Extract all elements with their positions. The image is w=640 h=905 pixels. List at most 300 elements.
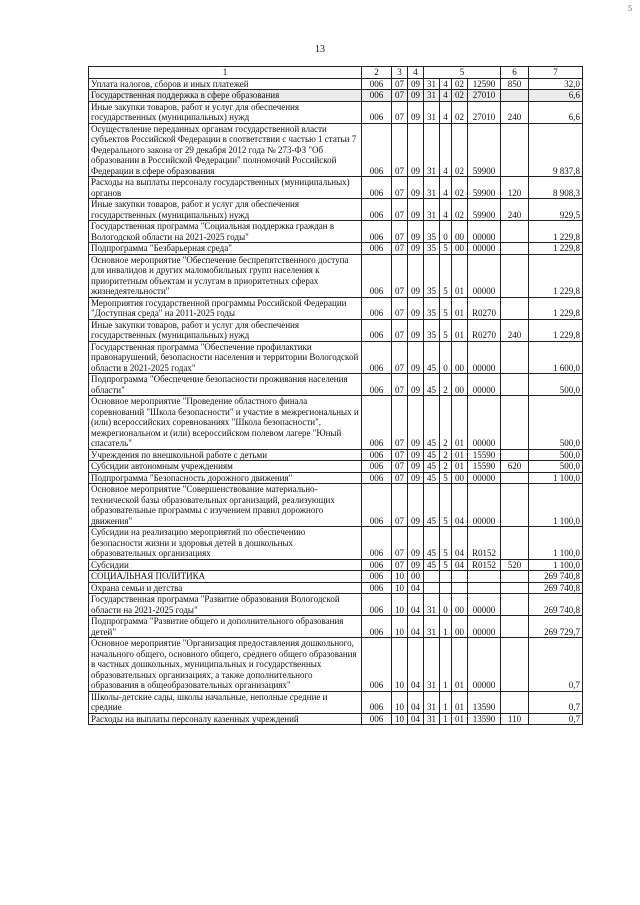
row-csr-program: 31 [424,90,440,102]
table-row [89,691,583,713]
row-code-gr: 006 [362,691,392,713]
row-code-pr: 09 [408,527,424,560]
row-name: Школы-детские сады, школы начальные, неполные средние и средние [89,691,362,713]
row-code-vr: 850 [501,78,529,90]
table-row [89,396,583,450]
row-csr-subprogram: 1 [440,691,452,713]
row-code-rz: 07 [392,199,408,221]
row-csr-program: 31 [424,101,440,123]
row-code-gr: 006 [362,616,392,638]
row-csr-event: 04 [452,527,468,560]
row-csr-subprogram: 0 [440,594,452,616]
row-name: Мероприятия государственной программы Российской Федерации "Доступная среда" на 2011-2025 годы [89,297,362,319]
row-csr-direction: 27010 [468,101,501,123]
row-amount: 929,5 [529,199,583,221]
row-csr-program: 31 [424,177,440,199]
row-amount: 6,6 [529,101,583,123]
row-csr-program [424,571,440,583]
row-csr-program: 45 [424,461,440,473]
row-csr-program: 45 [424,527,440,560]
row-csr-direction: R0270 [468,297,501,319]
row-csr-direction: 00000 [468,221,501,243]
row-csr-event: 00 [452,594,468,616]
row-code-vr: 620 [501,461,529,473]
row-csr-program: 31 [424,638,440,692]
row-csr-program: 45 [424,484,440,527]
row-csr-program: 31 [424,594,440,616]
row-code-vr [501,341,529,374]
row-code-rz: 07 [392,78,408,90]
row-csr-program: 31 [424,616,440,638]
row-code-rz: 07 [392,101,408,123]
table-row [89,582,583,594]
row-code-gr: 006 [362,254,392,297]
row-csr-subprogram: 2 [440,449,452,461]
table-row [89,571,583,583]
table-row [89,484,583,527]
row-code-gr: 006 [362,341,392,374]
row-amount: 1 229,8 [529,221,583,243]
row-csr-event: 01 [452,254,468,297]
row-csr-subprogram: 5 [440,472,452,484]
row-csr-program: 45 [424,449,440,461]
table-row [89,559,583,571]
row-code-vr [501,123,529,177]
row-csr-program: 31 [424,713,440,725]
row-code-gr: 006 [362,123,392,177]
row-csr-event: 02 [452,199,468,221]
table-row [89,90,583,102]
row-code-pr: 04 [408,691,424,713]
row-code-pr: 09 [408,559,424,571]
row-code-pr: 09 [408,90,424,102]
row-csr-subprogram: 0 [440,221,452,243]
row-csr-subprogram: 5 [440,527,452,560]
header-cell-1: 1 [89,67,362,79]
row-name: Основное мероприятие "Совершенствование материально-технической базы образовательных организаций, реализующих образовательные программы с изучением правил дорожного движения" [89,484,362,527]
row-csr-event: 01 [452,691,468,713]
row-csr-program: 31 [424,691,440,713]
row-code-gr: 006 [362,638,392,692]
row-code-pr: 04 [408,582,424,594]
row-csr-event: 01 [452,449,468,461]
table-row [89,341,583,374]
row-code-rz: 10 [392,638,408,692]
row-amount: 500,0 [529,449,583,461]
row-amount: 1 100,0 [529,559,583,571]
row-csr-program: 45 [424,559,440,571]
row-csr-subprogram: 4 [440,90,452,102]
row-code-gr: 006 [362,199,392,221]
row-name: Расходы на выплаты персоналу государственных (муниципальных) органов [89,177,362,199]
row-code-pr: 04 [408,638,424,692]
header-cell-5: 5 [424,67,501,79]
row-amount: 9 837,8 [529,123,583,177]
row-code-rz: 07 [392,177,408,199]
row-code-gr: 006 [362,297,392,319]
row-code-gr: 006 [362,101,392,123]
row-code-pr: 09 [408,396,424,450]
row-code-pr: 04 [408,713,424,725]
row-csr-subprogram: 4 [440,123,452,177]
row-amount: 0,7 [529,691,583,713]
header-cell-4: 4 [408,67,424,79]
row-name: Государственная поддержка в сфере образования [89,90,362,102]
row-code-gr: 006 [362,177,392,199]
row-code-vr [501,527,529,560]
row-csr-subprogram: 1 [440,713,452,725]
row-code-pr: 09 [408,484,424,527]
row-name: Осуществление переданных органам государственной власти субъектов Российской Федерации в соответствии с частью 1 статьи 7 Федерального закона от 29 декабря 2012 года № 273-ФЗ "Об образовании в Российской Федерации" полномочий Российской Федерации в сфере образования [89,123,362,177]
row-csr-direction: 00000 [468,638,501,692]
row-csr-direction: 15590 [468,449,501,461]
row-code-pr: 09 [408,199,424,221]
row-name: Подпрограмма "Обеспечение безопасности проживания населения области" [89,374,362,396]
budget-table [88,66,583,725]
row-csr-program: 35 [424,319,440,341]
table-row [89,319,583,341]
row-csr-event: 01 [452,297,468,319]
row-csr-program: 35 [424,243,440,255]
row-amount: 1 229,8 [529,243,583,255]
table-row [89,638,583,692]
row-amount: 1 229,8 [529,297,583,319]
row-amount: 500,0 [529,461,583,473]
row-csr-direction: 00000 [468,472,501,484]
row-csr-subprogram: 4 [440,199,452,221]
row-code-vr [501,243,529,255]
row-amount: 1 100,0 [529,527,583,560]
row-amount: 1 229,8 [529,254,583,297]
row-code-rz: 07 [392,243,408,255]
row-amount: 500,0 [529,374,583,396]
row-name: Иные закупки товаров, работ и услуг для обеспечения государственных (муниципальных) нужд [89,101,362,123]
row-amount: 32,0 [529,78,583,90]
row-code-rz: 07 [392,319,408,341]
row-name: Подпрограмма "Развитие общего и дополнительного образования детей" [89,616,362,638]
row-code-rz: 10 [392,594,408,616]
row-csr-direction: 00000 [468,254,501,297]
row-code-vr [501,472,529,484]
header-cell-7: 7 [529,67,583,79]
row-code-vr [501,571,529,583]
row-code-gr: 006 [362,319,392,341]
row-csr-direction: 59900 [468,123,501,177]
row-code-rz: 10 [392,713,408,725]
table-row [89,713,583,725]
row-name: Подпрограмма "Безопасность дорожного движения" [89,472,362,484]
table-row [89,374,583,396]
row-code-rz: 10 [392,691,408,713]
row-csr-subprogram: 4 [440,78,452,90]
row-code-vr [501,374,529,396]
row-code-vr [501,396,529,450]
table-row [89,78,583,90]
row-csr-event: 01 [452,319,468,341]
row-name: Субсидии [89,559,362,571]
row-code-rz: 07 [392,484,408,527]
table-row [89,616,583,638]
row-code-gr: 006 [362,484,392,527]
row-name: Государственная программа "Развитие образования Вологодской области на 2021-2025 годы" [89,594,362,616]
row-code-gr: 006 [362,527,392,560]
row-code-gr: 006 [362,713,392,725]
row-name: Основное мероприятие "Проведение областного финала соревнований "Школа безопасности" и участие в межрегиональных и (или) всероссийских соревнованиях "Школа безопасности", межрегиональном и (или) всероссийском полевом лагере "Юный спасатель" [89,396,362,450]
row-code-vr: 240 [501,101,529,123]
table-row [89,472,583,484]
row-code-pr: 09 [408,221,424,243]
page-number: 13 [315,44,325,55]
row-csr-program: 35 [424,254,440,297]
table-row [89,221,583,243]
row-code-rz: 07 [392,374,408,396]
row-name: Субсидии на реализацию мероприятий по обеспечению безопасности жизни и здоровья детей в дошкольных образовательных организациях [89,527,362,560]
row-code-rz: 07 [392,254,408,297]
row-csr-program: 31 [424,78,440,90]
table-row [89,123,583,177]
row-csr-subprogram: 4 [440,177,452,199]
table-row [89,243,583,255]
row-csr-direction: 12590 [468,78,501,90]
row-name: Субсидии автономным учреждениям [89,461,362,473]
row-csr-program: 45 [424,374,440,396]
row-code-pr: 04 [408,594,424,616]
row-csr-direction: 59900 [468,199,501,221]
row-code-vr [501,297,529,319]
row-amount: 269 729,7 [529,616,583,638]
row-csr-program: 35 [424,297,440,319]
row-csr-subprogram: 2 [440,374,452,396]
row-code-gr: 006 [362,90,392,102]
table-row [89,199,583,221]
row-csr-subprogram: 5 [440,254,452,297]
row-csr-direction: 00000 [468,341,501,374]
table-row [89,177,583,199]
row-csr-subprogram: 1 [440,616,452,638]
row-code-vr [501,582,529,594]
row-code-vr [501,449,529,461]
row-csr-event: 00 [452,616,468,638]
row-code-vr: 520 [501,559,529,571]
table-row [89,527,583,560]
table-row [89,461,583,473]
row-code-pr: 09 [408,78,424,90]
row-csr-subprogram: 5 [440,319,452,341]
row-code-vr [501,221,529,243]
table-row [89,101,583,123]
row-code-gr: 006 [362,449,392,461]
row-csr-direction: 27010 [468,90,501,102]
row-csr-direction: 00000 [468,396,501,450]
row-code-gr: 006 [362,221,392,243]
row-amount: 0,7 [529,638,583,692]
row-csr-direction: 59900 [468,177,501,199]
table-row [89,297,583,319]
row-code-pr: 09 [408,449,424,461]
row-code-rz: 07 [392,527,408,560]
row-code-gr: 006 [362,571,392,583]
row-csr-program: 31 [424,123,440,177]
row-csr-subprogram: 4 [440,101,452,123]
row-name: Расходы на выплаты персоналу казенных учреждений [89,713,362,725]
row-code-vr [501,484,529,527]
row-csr-direction: 15590 [468,461,501,473]
row-csr-direction: 00000 [468,616,501,638]
row-csr-subprogram: 5 [440,297,452,319]
row-code-pr: 09 [408,254,424,297]
row-code-vr [501,638,529,692]
row-code-vr [501,254,529,297]
row-csr-subprogram: 2 [440,461,452,473]
row-code-rz: 07 [392,396,408,450]
row-code-gr: 006 [362,472,392,484]
row-csr-direction: R0270 [468,319,501,341]
row-csr-program [424,582,440,594]
row-code-pr: 09 [408,374,424,396]
row-csr-event: 00 [452,374,468,396]
row-amount: 0,7 [529,713,583,725]
table-row [89,449,583,461]
row-code-vr: 110 [501,713,529,725]
row-code-gr: 006 [362,559,392,571]
row-csr-event: 02 [452,123,468,177]
row-code-vr: 240 [501,199,529,221]
row-csr-event: 02 [452,90,468,102]
row-code-pr: 09 [408,472,424,484]
row-code-rz: 07 [392,449,408,461]
row-csr-event: 02 [452,177,468,199]
row-code-pr: 09 [408,177,424,199]
table-body [89,78,583,725]
row-csr-subprogram: 0 [440,341,452,374]
row-amount: 1 100,0 [529,484,583,527]
row-amount: 1 100,0 [529,472,583,484]
row-csr-direction: R0152 [468,559,501,571]
row-csr-event: 04 [452,484,468,527]
row-csr-direction: 13590 [468,713,501,725]
row-csr-program: 35 [424,221,440,243]
row-code-vr [501,594,529,616]
row-name: Иные закупки товаров, работ и услуг для обеспечения государственных (муниципальных) нужд [89,199,362,221]
row-csr-direction: 13590 [468,691,501,713]
row-amount: 6,6 [529,90,583,102]
row-code-gr: 006 [362,396,392,450]
row-code-gr: 006 [362,243,392,255]
row-code-gr: 006 [362,78,392,90]
row-amount: 1 229,8 [529,319,583,341]
row-code-pr: 09 [408,243,424,255]
row-csr-event: 02 [452,101,468,123]
row-code-pr: 09 [408,123,424,177]
row-code-rz: 07 [392,341,408,374]
row-name: Основное мероприятие "Организация предоставления дошкольного, начального общего, основного общего, среднего общего образования в частных дошкольных, муниципальных и государственных образовательных организациях, а также дополнительного образования в общеобразовательных организациях" [89,638,362,692]
row-csr-direction: 00000 [468,374,501,396]
row-code-gr: 006 [362,582,392,594]
corner-mark: 5 [628,4,632,13]
row-amount: 500,0 [529,396,583,450]
row-csr-event [452,582,468,594]
header-row [89,67,583,79]
row-csr-subprogram: 1 [440,638,452,692]
row-code-rz: 07 [392,221,408,243]
row-code-rz: 10 [392,571,408,583]
row-amount: 1 600,0 [529,341,583,374]
row-csr-direction: 00000 [468,243,501,255]
row-csr-direction: R0152 [468,527,501,560]
row-csr-subprogram: 2 [440,396,452,450]
row-name: Охрана семьи и детства [89,582,362,594]
row-csr-event: 00 [452,472,468,484]
row-code-rz: 07 [392,123,408,177]
row-code-pr: 00 [408,571,424,583]
row-code-rz: 07 [392,90,408,102]
table-row [89,254,583,297]
row-code-gr: 006 [362,594,392,616]
row-name: Государственная программа "Социальная поддержка граждан в Вологодской области на 2021-2025 годы" [89,221,362,243]
row-csr-event [452,571,468,583]
row-code-gr: 006 [362,374,392,396]
row-amount: 269 740,8 [529,582,583,594]
row-code-rz: 10 [392,616,408,638]
row-csr-subprogram: 5 [440,559,452,571]
row-code-vr: 240 [501,319,529,341]
row-code-pr: 04 [408,616,424,638]
row-name: Государственная программа "Обеспечение профилактики правонарушений, безопасности населения и территории Вологодской области в 2021-2025 годах" [89,341,362,374]
row-csr-program: 45 [424,396,440,450]
row-code-vr [501,691,529,713]
header-cell-6: 6 [501,67,529,79]
row-amount: 269 740,8 [529,571,583,583]
row-name: Учреждения по внешкольной работе с детьми [89,449,362,461]
row-csr-event: 00 [452,243,468,255]
row-csr-program: 45 [424,472,440,484]
row-csr-event: 01 [452,461,468,473]
row-code-rz: 07 [392,297,408,319]
row-code-rz: 07 [392,472,408,484]
header-cell-3: 3 [392,67,408,79]
row-code-rz: 07 [392,559,408,571]
row-code-rz: 07 [392,461,408,473]
row-code-pr: 09 [408,297,424,319]
row-csr-direction: 00000 [468,594,501,616]
row-csr-event: 00 [452,221,468,243]
row-amount: 269 740,8 [529,594,583,616]
row-csr-event: 00 [452,341,468,374]
row-name: СОЦИАЛЬНАЯ ПОЛИТИКА [89,571,362,583]
row-code-vr [501,90,529,102]
row-csr-program: 45 [424,341,440,374]
row-code-pr: 09 [408,461,424,473]
row-csr-direction [468,582,501,594]
row-csr-event: 01 [452,713,468,725]
row-csr-subprogram [440,582,452,594]
row-csr-event: 04 [452,559,468,571]
row-name: Основное мероприятие "Обеспечение беспрепятственного доступа для инвалидов и других маломобильных групп населения к приоритетным объектам и услугам в приоритетных сферах жизнедеятельности" [89,254,362,297]
row-name: Подпрограмма "Безбарьерная среда" [89,243,362,255]
row-csr-event: 02 [452,78,468,90]
row-code-gr: 006 [362,461,392,473]
row-csr-direction [468,571,501,583]
row-code-pr: 09 [408,319,424,341]
row-code-vr [501,616,529,638]
row-name: Уплата налогов, сборов и иных платежей [89,78,362,90]
row-code-rz: 10 [392,582,408,594]
row-amount: 8 908,3 [529,177,583,199]
row-code-pr: 09 [408,101,424,123]
row-csr-subprogram: 5 [440,243,452,255]
row-csr-program: 31 [424,199,440,221]
header-cell-2: 2 [362,67,392,79]
